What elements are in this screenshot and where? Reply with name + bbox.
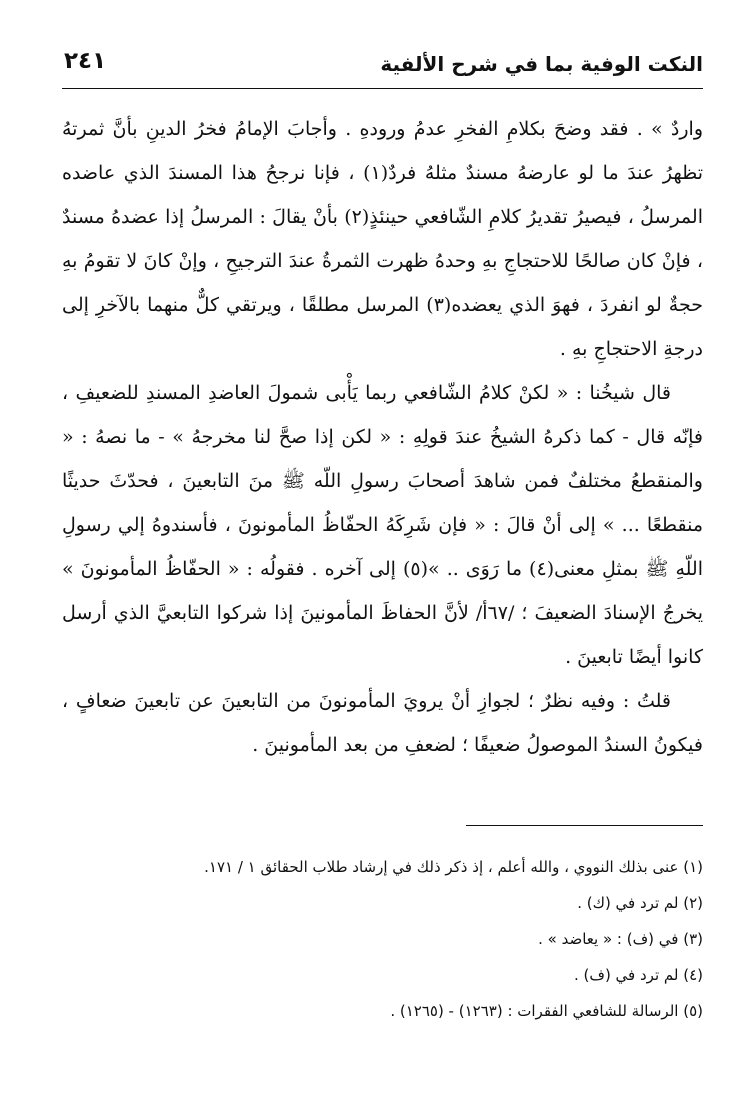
paragraph: واردٌ » . فقد وضحَ بكلامِ الفخرِ عدمُ ورودهِ . وأجابَ الإمامُ فخرُ الدينِ بأنَّ ثمرتهُ تظهرُ عندَ ما لو عارضهُ مسندٌ مثلهُ فردٌ(١) ، فإنا نرجحُ هذا المسندَ الذي عاضده المرسلُ ، فيصيرُ تقديرُ كلامِ الشّافعي حينئذٍ(٢) بأنْ يقالَ : المرسلُ إذا عضدهُ مسندٌ ، فإنْ كان صالحًا للاحتجاجِ بهِ وحدهُ ظهرت الثمرةُ عندَ الترجيحِ ، وإنْ كانَ لا تقومُ بهِ حجةٌ لو انفردَ ، فهوَ الذي يعضده(٣) المرسل مطلقًا ، ويرتقي كلٌّ منهما بالآخرِ إلى درجةِ الاحتجاجِ بهِ .	[62, 118, 704, 360]
page-number: ٢٤١	[64, 48, 107, 74]
footnote: (٥) الرسالة للشافعي الفقرات : (١٢٦٣) - (١٢٦٥) .	[390, 1002, 703, 1020]
paragraph: قال شيخُنا : « لكنْ كلامُ الشّافعي ربما يَأْبى شمولَ العاضدِ المسندِ للضعيفِ ، فإنّه قال - كما ذكرهُ الشيخُ عندَ قولِهِ : « لكن إذا صحَّ لنا مخرجهُ » - ما نصهُ : « والمنقطعُ مختلفٌ فمن شاهدَ أصحابَ رسولِ اللّه ﷺ منَ التابعينَ ، فحدّثَ حديثًا منقطعًا ... » إلى أنْ قالَ : « فإن شَرِكَهُ الحفّاظُ المأمونونَ ، فأسندوهُ إلي رسولِ اللّهِ ﷺ بمثلِ معنى(٤) ما رَوَى .. »(٥) إلى آخره . فقولُه : « الحفّاظُ المأمونونَ » يخرجُ الإسنادَ الضعيفَ ؛ /٦٧أ/ لأنَّ الحفاظَ المأمونينَ إذا شركوا التابعيَّ الذي أرسل كانوا أيضًا تابعينَ .	[62, 382, 704, 668]
paragraph: قلتُ : وفيه نظرٌ ؛ لجوازِ أنْ يرويَ المأمونونَ من التابعينَ عن تابعينَ ضعافٍ ، فيكونُ السندُ الموصولُ ضعيفًا ؛ لضعفِ من بعد المأمونينَ .	[62, 690, 703, 756]
footnote: (٣) في (ف) : « يعاضد » .	[538, 930, 703, 948]
page-header	[62, 40, 703, 89]
footnote: (٢) لم ترد في (ك) .	[577, 894, 703, 912]
footnote: (١) عنى بذلك النووي ، والله أعلم ، إذ ذكر ذلك في إرشاد طلاب الحقائق ١ / ١٧١.	[204, 858, 703, 876]
running-title: النكت الوفية بما في شرح الألفية	[380, 52, 703, 76]
footnote: (٤) لم ترد في (ف) .	[574, 966, 703, 984]
footnotes	[62, 849, 703, 1029]
footnote-divider	[466, 825, 703, 826]
main-text	[62, 107, 703, 767]
